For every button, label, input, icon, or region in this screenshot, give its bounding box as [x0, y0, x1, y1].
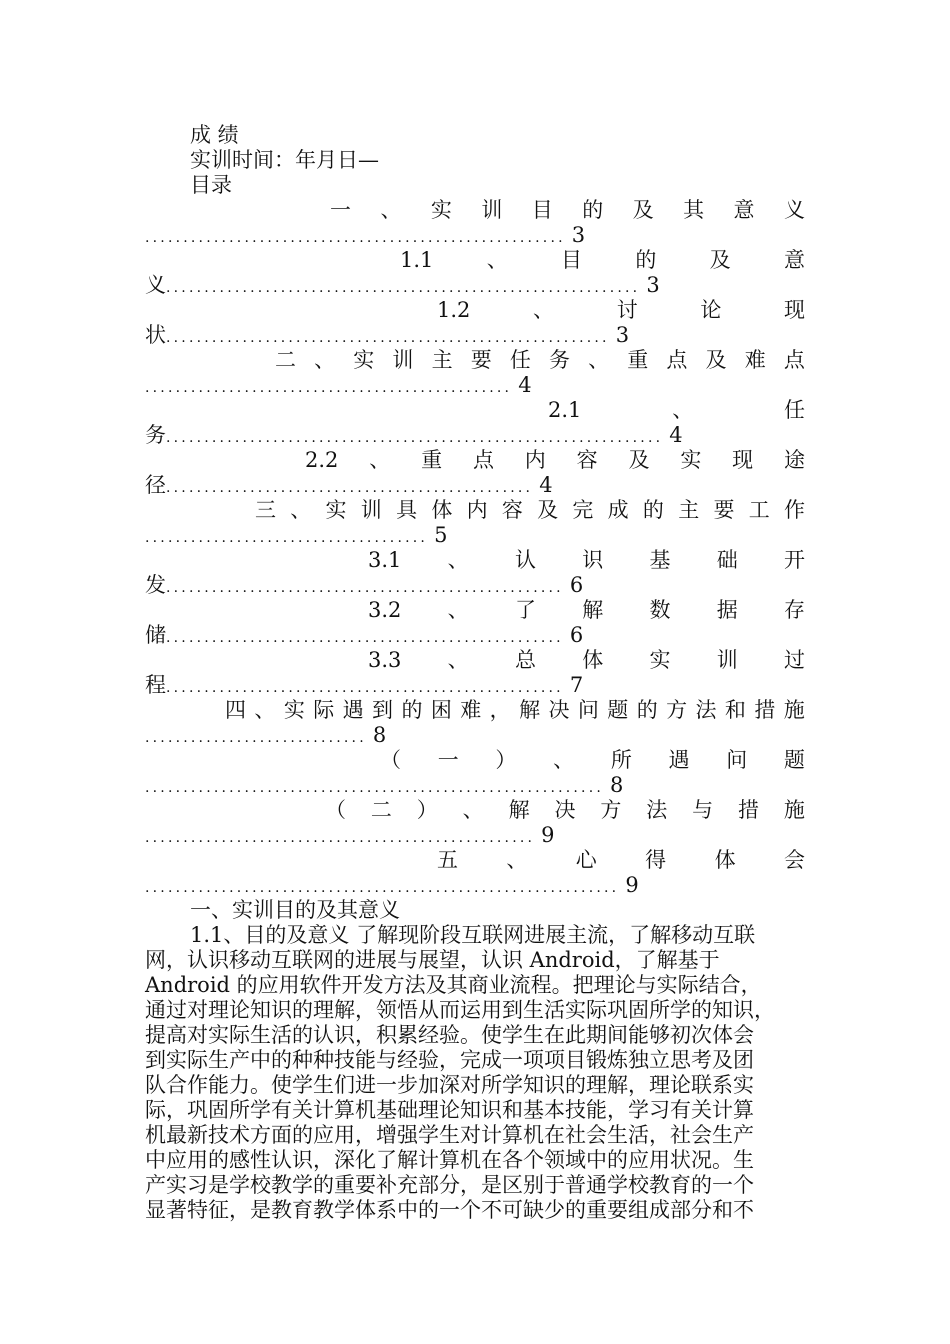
toc-title-char: 现: [732, 448, 754, 472]
toc-page-number: 9: [541, 823, 555, 847]
toc-dot-leader: ....................................................: [166, 580, 564, 596]
paragraph-line: Android 的应用软件开发方法及其商业流程。把理论与实际结合，: [145, 973, 762, 997]
toc-title-char: 其: [683, 198, 705, 222]
toc-title-char: 四: [225, 698, 246, 722]
toc-dot-leader: ..............................................................: [145, 880, 620, 896]
toc-leader-line: [145, 823, 805, 851]
toc-entry: [145, 798, 805, 851]
toc-leader-line: [145, 873, 805, 901]
toc-title-char: 础: [716, 548, 738, 572]
toc-entry-title: [225, 698, 805, 723]
toc-leader-line: [145, 423, 805, 451]
toc-entry: [145, 848, 805, 901]
toc-title-char: 实: [649, 648, 671, 672]
toc-title-char: 方: [600, 798, 622, 822]
toc-title-char: 二: [370, 798, 392, 822]
toc-title-char: 二: [275, 348, 296, 372]
toc-title-char: 讨: [616, 298, 638, 322]
toc-title-char: 解: [582, 598, 604, 622]
toc-title-char: 解: [508, 798, 530, 822]
toc-title-char: 过: [784, 648, 805, 672]
toc-title-char: 任: [784, 398, 805, 422]
toc-title-char: 目: [561, 248, 583, 272]
section-1-heading: 一、实训目的及其意义: [190, 898, 400, 922]
toc-page-number: 7: [569, 673, 584, 697]
toc-title-char: ）: [495, 748, 517, 772]
toc-title-char: 及: [709, 248, 731, 272]
toc-leader-line: [145, 573, 805, 601]
toc-leader-line: [145, 673, 805, 701]
toc-title-char: 、: [533, 298, 555, 322]
toc-title-char: 实: [283, 698, 305, 722]
paragraph-line: 中应用的感性认识，深化了解计算机在各个领域中的应用状况。生: [145, 1148, 754, 1172]
toc-entry-title: [548, 398, 805, 423]
toc-title-char: 3.3: [368, 648, 402, 672]
toc-dot-leader: ............................................................: [145, 780, 605, 796]
training-time-label: 实训时间：年月日—: [190, 148, 379, 172]
toc-title-char: 决: [548, 698, 570, 722]
toc-title-char: 任: [509, 348, 531, 372]
toc-title-char: 内: [466, 498, 488, 522]
toc-entry-title: [275, 348, 805, 373]
toc-title-tail: 务: [145, 423, 166, 447]
toc-title-char: 及: [628, 448, 650, 472]
toc-title-char: 、: [486, 248, 508, 272]
toc-title-char: 体: [714, 848, 736, 872]
toc-dot-leader: ..........................................................: [166, 330, 610, 346]
toc-entry: [145, 298, 805, 351]
toc-entry: [145, 698, 805, 751]
toc-title-char: 容: [501, 498, 523, 522]
toc-title-char: （: [325, 798, 346, 822]
toc-entry-title: [400, 248, 805, 273]
toc-title-char: 1.2: [437, 298, 471, 322]
toc-page-number: 3: [646, 273, 660, 297]
toc-title-char: 识: [582, 548, 604, 572]
toc-title-char: 义: [783, 198, 805, 222]
paragraph-line: 提高对实际生活的认识，积累经验。使学生在此期间能够初次体会: [145, 1023, 754, 1047]
toc-entry-title: [380, 748, 805, 773]
toc-title-char: 实: [325, 498, 347, 522]
toc-title-char: 据: [716, 598, 738, 622]
toc-title-char: 工: [748, 498, 770, 522]
toc-entry-title: [437, 848, 805, 873]
toc-page-number: 6: [569, 573, 584, 597]
toc-title-char: 困: [430, 698, 452, 722]
toc-title-char: 难: [460, 698, 482, 722]
toc-entry: [145, 598, 805, 651]
toc-page-number: 4: [539, 473, 553, 497]
toc-title-char: 和: [724, 698, 746, 722]
toc-page-number: 3: [615, 323, 630, 347]
toc-title-char: 具: [396, 498, 418, 522]
toc-title-char: 五: [437, 848, 458, 872]
toc-title-char: 训: [360, 498, 382, 522]
toc-page-number: 4: [669, 423, 683, 447]
toc-title-char: 施: [783, 698, 805, 722]
toc-title-char: 了: [514, 598, 536, 622]
toc-dot-leader: ...................................................: [145, 830, 536, 846]
toc-dot-leader: .................................................................: [166, 430, 664, 446]
toc-leader-line: [145, 773, 805, 801]
toc-title-char: 点: [472, 448, 494, 472]
toc-title-char: 内: [524, 448, 546, 472]
toc-entry-title: [368, 648, 805, 673]
toc-title-char: 的: [582, 198, 604, 222]
toc-title-char: 主: [678, 498, 700, 522]
toc-title-tail: 义: [145, 273, 166, 297]
toc-title-char: 、: [380, 198, 402, 222]
toc-title-char: 实: [430, 198, 452, 222]
toc-title-char: 一: [330, 198, 351, 222]
toc-title-char: 、: [506, 848, 528, 872]
toc-title-char: 认: [514, 548, 536, 572]
toc-entry-title: [255, 498, 805, 523]
toc-dot-leader: ....................................................: [166, 680, 564, 696]
toc-title-char: 训: [392, 348, 414, 372]
toc-title-char: 体: [431, 498, 453, 522]
toc-dot-leader: ..............................................................: [166, 280, 641, 296]
toc-title-char: 际: [313, 698, 335, 722]
toc-leader-line: [145, 323, 805, 351]
toc-leader-line: [145, 223, 805, 251]
toc-dot-leader: ................................................: [166, 480, 534, 496]
toc-title-char: 实: [353, 348, 375, 372]
toc-dot-leader: ....................................................: [166, 630, 564, 646]
toc-title-char: 论: [700, 298, 722, 322]
toc-title-char: 体: [582, 648, 604, 672]
toc-title-char: （: [380, 748, 401, 772]
toc-title: 目录: [190, 173, 232, 197]
toc-title-char: 要: [470, 348, 492, 372]
toc-title-char: 存: [784, 598, 805, 622]
toc-title-char: 、: [254, 698, 276, 722]
toc-title-char: 措: [754, 698, 776, 722]
toc-dot-leader: .......................................................: [145, 230, 566, 246]
toc-title-char: 到: [372, 698, 394, 722]
toc-entry: [145, 348, 805, 401]
toc-entry: [145, 248, 805, 301]
toc-title-char: 及: [705, 348, 727, 372]
toc-leader-line: [145, 723, 805, 751]
toc-title-char: 、: [588, 348, 610, 372]
toc-title-char: 及: [537, 498, 559, 522]
toc-title-char: 得: [645, 848, 667, 872]
toc-title-char: 题: [607, 698, 629, 722]
toc-title-char: 的: [401, 698, 423, 722]
toc-title-char: 的: [635, 248, 657, 272]
toc-page-number: 4: [518, 373, 532, 397]
toc-entry: [145, 548, 805, 601]
toc-title-char: 难: [744, 348, 766, 372]
toc-title-char: 的: [642, 498, 664, 522]
toc-page-number: 6: [569, 623, 584, 647]
toc-title-char: 重: [421, 448, 443, 472]
toc-leader-line: [145, 523, 805, 551]
toc-page-number: 9: [625, 873, 639, 897]
toc-title-char: 问: [577, 698, 599, 722]
toc-page-number: 8: [610, 773, 624, 797]
toc-leader-line: [145, 473, 805, 501]
toc-title-char: 遇: [342, 698, 364, 722]
paragraph-line: 到实际生产中的种种技能与经验，完成一项项目锻炼独立思考及团: [145, 1048, 754, 1072]
toc-title-char: 总: [514, 648, 536, 672]
toc-title-char: 、: [447, 648, 469, 672]
toc-title-char: 、: [553, 748, 575, 772]
toc-entry-title: [368, 598, 805, 623]
toc-title-char: 题: [783, 748, 805, 772]
toc-title-tail: 程: [145, 673, 166, 697]
toc-title-char: 1.1: [400, 248, 434, 272]
toc-title-char: 重: [627, 348, 649, 372]
toc-title-char: 实: [680, 448, 702, 472]
toc-leader-line: [145, 623, 805, 651]
paragraph-line: 际，巩固所学有关计算机基础理论知识和基本技能，学习有关计算: [145, 1098, 754, 1122]
toc-title-char: 开: [784, 548, 805, 572]
toc-title-char: 、: [447, 548, 469, 572]
toc-title-char: 现: [783, 298, 805, 322]
toc-dot-leader: .....................................: [145, 530, 429, 546]
toc-title-char: 主: [431, 348, 453, 372]
toc-entry-title: [325, 798, 805, 823]
paragraph-line: 通过对理论知识的理解，领悟从而运用到生活实际巩固所学的知识，: [145, 998, 775, 1022]
toc-title-char: 、: [314, 348, 336, 372]
toc-title-char: 、: [462, 798, 484, 822]
toc-page-number: 3: [571, 223, 586, 247]
paragraph-line: 1.1、目的及意义 了解现阶段互联网进展主流，了解移动互联: [190, 923, 756, 947]
paragraph-line: 网，认识移动互联网的进展与展望，认识 Android，了解基于: [145, 948, 720, 972]
toc-title-char: 容: [576, 448, 598, 472]
toc-title-char: 、: [672, 398, 694, 422]
toc-title-char: 三: [255, 498, 276, 522]
toc-leader-line: [145, 273, 805, 301]
toc-title-char: 数: [649, 598, 671, 622]
score-label: 成 绩: [190, 123, 239, 147]
toc-title-char: 法: [695, 698, 717, 722]
toc-title-char: 务: [548, 348, 570, 372]
toc-title-char: 、: [447, 598, 469, 622]
toc-title-char: 、: [290, 498, 312, 522]
toc-title-char: 意: [733, 198, 755, 222]
toc-title-char: 问: [726, 748, 748, 772]
toc-title-char: 目: [531, 198, 553, 222]
toc-title-char: 的: [636, 698, 658, 722]
toc-title-char: ，: [489, 698, 511, 722]
toc-title-char: 方: [666, 698, 688, 722]
toc-page-number: 8: [372, 723, 387, 747]
toc-title-char: 2.1: [548, 398, 582, 422]
toc-title-char: 决: [554, 798, 576, 822]
toc-entry: [145, 398, 805, 451]
toc-title-char: 点: [666, 348, 688, 372]
toc-entry-title: [305, 448, 805, 473]
toc-dot-leader: ................................................: [145, 380, 513, 396]
toc-title-char: 基: [649, 548, 671, 572]
toc-entry-title: [330, 198, 805, 223]
toc-title-char: 作: [783, 498, 805, 522]
toc-title-char: 法: [646, 798, 668, 822]
toc-title-char: 点: [783, 348, 805, 372]
toc-title-char: 2.2: [305, 448, 339, 472]
toc-entry-title: [437, 298, 805, 323]
toc-title-char: 施: [783, 798, 805, 822]
toc-title-char: 意: [783, 248, 805, 272]
toc-title-char: 遇: [668, 748, 690, 772]
toc-title-tail: 状: [145, 323, 166, 347]
toc-title-char: 训: [716, 648, 738, 672]
toc-page-number: 5: [434, 523, 448, 547]
toc-leader-line: [145, 373, 805, 401]
toc-title-char: 要: [713, 498, 735, 522]
toc-title-char: 解: [519, 698, 541, 722]
toc-title-char: 、: [369, 448, 391, 472]
toc-dot-leader: .............................: [145, 730, 367, 746]
toc-title-tail: 发: [145, 573, 166, 597]
toc-title-tail: 径: [145, 473, 166, 497]
toc-title-char: 3.2: [368, 598, 402, 622]
toc-title-char: 心: [575, 848, 597, 872]
toc-entry: [145, 198, 805, 251]
paragraph-line: 产实习是学校教学的重要补充部分，是区别于普通学校教育的一个: [145, 1173, 754, 1197]
toc-entry-title: [368, 548, 805, 573]
toc-title-char: 及: [632, 198, 654, 222]
toc-title-char: 所: [610, 748, 632, 772]
toc-title-char: 与: [692, 798, 714, 822]
toc-title-char: 一: [437, 748, 459, 772]
toc-title-char: 会: [783, 848, 805, 872]
paragraph-line: 队合作能力。使学生们进一步加深对所学知识的理解，理论联系实: [145, 1073, 754, 1097]
toc-title-char: 训: [481, 198, 503, 222]
paragraph-line: 显著特征，是教育教学体系中的一个不可缺少的重要组成部分和不: [145, 1198, 754, 1222]
toc-title-char: 完: [572, 498, 594, 522]
paragraph-line: 机最新技术方面的应用，增强学生对计算机在社会生活，社会生产: [145, 1123, 754, 1147]
toc-title-char: 途: [784, 448, 805, 472]
toc-entry: [145, 498, 805, 551]
toc-title-char: 3.1: [368, 548, 402, 572]
toc-entry: [145, 748, 805, 801]
toc-entry: [145, 648, 805, 701]
toc-title-char: 成: [607, 498, 629, 522]
toc-title-char: 措: [738, 798, 760, 822]
toc-title-tail: 储: [145, 623, 166, 647]
toc-entry: [145, 448, 805, 501]
toc-title-char: ）: [416, 798, 438, 822]
